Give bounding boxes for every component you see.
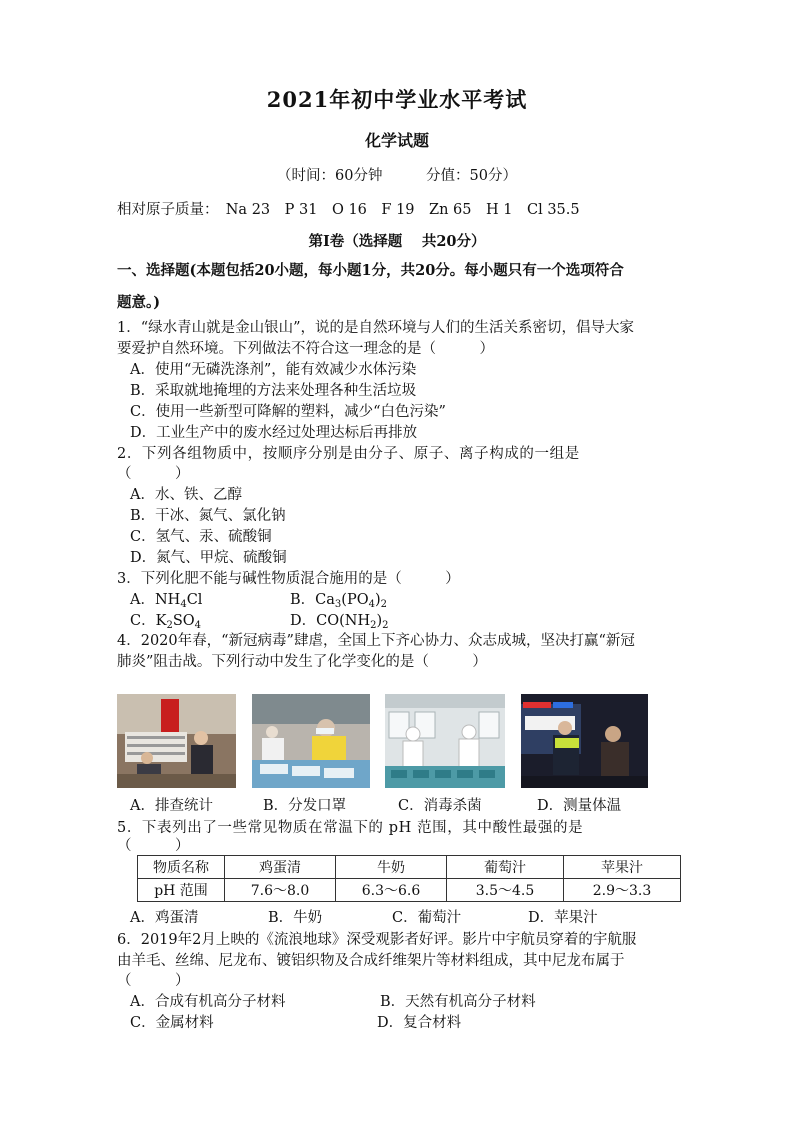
q3-option-b: B．$Ca_3(PO_4)_2$ [290, 592, 388, 610]
q6-option-d: D．复合材料 [377, 1015, 462, 1031]
q4-stem-line1: 4．2020年春，“新冠病毒”肆虐，全国上下齐心协力、众志成城，坚决打赢“新冠 [117, 633, 635, 649]
q4-option-c: C．消毒杀菌 [398, 798, 482, 814]
table-header-cell: 苹果汁 [564, 856, 681, 879]
q6-stem-line2: 由羊毛、丝绵、尼龙布、镀铝织物及合成纤维架片等材料组成，其中尼龙布属于 [117, 953, 625, 969]
q2-option-c: C．氢气、汞、硫酸铜 [130, 529, 272, 545]
q3-option-c: C．$K_2SO_4$ [130, 613, 202, 631]
q3-option-d: D．$CO(NH_2)_2$ [290, 613, 389, 631]
q2-option-a: A．水、铁、乙醇 [130, 487, 242, 503]
exam-title: 2021年初中学业水平考试 [266, 87, 528, 112]
photo-survey [117, 694, 236, 788]
q2-option-b: B．干冰、氮气、氯化钠 [130, 508, 286, 524]
q2-option-d: D．氮气、甲烷、硫酸铜 [130, 550, 287, 566]
q5-option-a: A．鸡蛋清 [130, 910, 199, 926]
q2-stem-line2: （ ） [117, 466, 190, 482]
table-cell: 7.6～8.0 [225, 879, 336, 902]
q6-option-c: C．金属材料 [130, 1015, 214, 1031]
photo-disinfection [385, 694, 505, 788]
q6-option-a: A．合成有机高分子材料 [130, 994, 286, 1010]
photo-temperature [521, 694, 648, 788]
table-cell: pH 范围 [138, 879, 225, 902]
q5-option-b: B．牛奶 [268, 910, 323, 926]
table-row [138, 856, 681, 879]
q1-option-c: C．使用一些新型可降解的塑料，减少“白色污染” [130, 404, 446, 420]
q5-stem-line2: （ ） [117, 838, 190, 854]
q2-stem-line1: 2．下列各组物质中，按顺序分别是由分子、原子、离子构成的一组是 [117, 446, 580, 462]
q4-stem-line2: 肺炎”阻击战。下列行动中发生了化学变化的是（ ） [117, 654, 487, 670]
table-cell: 2.9～3.3 [564, 879, 681, 902]
q6-option-b: B．天然有机高分子材料 [380, 994, 536, 1010]
section-instructions-line1: 一、选择题(本题包括20小题，每小题1分，共20分。每小题只有一个选项符合 [117, 262, 624, 279]
atomic-mass-info: 相对原子质量： Na 23 P 31 O 16 F 19 Zn 65 H 1 Cl 35.5 [117, 202, 580, 218]
q3-option-a: A．$NH_4Cl$ [130, 592, 203, 610]
q6-stem-line1: 6．2019年2月上映的《流浪地球》深受观影者好评。影片中宇航员穿着的宇航服 [117, 932, 637, 948]
q4-option-d: D．测量体温 [537, 798, 622, 814]
exam-subtitle: 化学试题 [364, 131, 429, 150]
table-row [138, 879, 681, 902]
q4-option-b: B．分发口罩 [263, 798, 347, 814]
q1-option-d: D．工业生产中的废水经过处理达标后再排放 [130, 425, 418, 441]
table-header-cell: 鸡蛋清 [225, 856, 336, 879]
q5-stem-line1: 5．下表列出了一些常见物质在常温下的 pH 范围，其中酸性最强的是 [117, 820, 584, 836]
q1-option-b: B．采取就地掩埋的方法来处理各种生活垃圾 [130, 383, 417, 399]
ph-table [137, 855, 681, 902]
photo-masks [252, 694, 370, 788]
table-header-cell: 葡萄汁 [447, 856, 564, 879]
time-score-info: （时间：60分钟 分值：50分） [277, 168, 517, 184]
q5-option-c: C．葡萄汁 [392, 910, 462, 926]
volume-title: 第Ⅰ卷（选择题 共20分） [308, 233, 486, 250]
q6-stem-line3: （ ） [117, 973, 190, 989]
q1-stem-line1: 1．“绿水青山就是金山银山”，说的是自然环境与人们的生活关系密切，倡导大家 [117, 320, 635, 336]
table-cell: 3.5～4.5 [447, 879, 564, 902]
section-instructions-line2: 题意。) [117, 294, 161, 311]
q4-option-a: A．排查统计 [130, 798, 213, 814]
table-header-cell: 物质名称 [138, 856, 225, 879]
q1-stem-line2: 要爱护自然环境。下列做法不符合这一理念的是（ ） [117, 341, 494, 357]
q5-option-d: D．苹果汁 [528, 910, 598, 926]
q3-stem: 3．下列化肥不能与碱性物质混合施用的是（ ） [117, 571, 460, 587]
q1-option-a: A．使用“无磷洗涤剂”，能有效减少水体污染 [130, 362, 417, 378]
table-header-cell: 牛奶 [336, 856, 447, 879]
table-cell: 6.3～6.6 [336, 879, 447, 902]
